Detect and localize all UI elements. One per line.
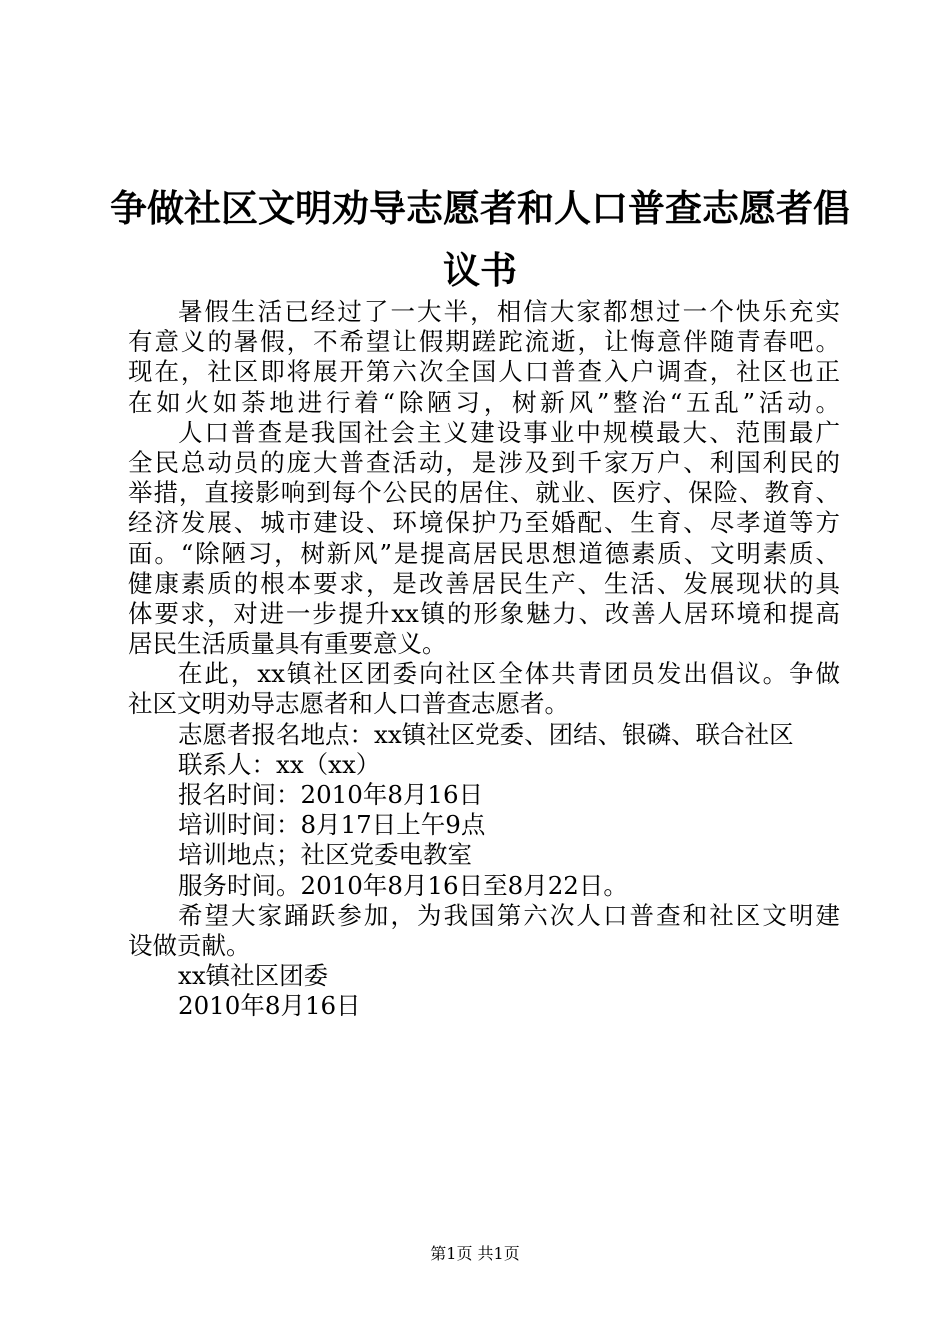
body-line: 经济发展、城市建设、环境保护乃至婚配、生育、尽孝道等方 xyxy=(128,508,840,538)
body-line: 培训地点；社区党委电教室 xyxy=(178,840,472,870)
body-line: 设做贡献。 xyxy=(128,930,251,960)
body-line: 联系人：xx（xx） xyxy=(178,749,381,779)
body-line: 报名时间：2010年8月16日 xyxy=(178,780,484,809)
body-line: 面。“除陋习，树新风”是提高居民思想道德素质、文明素质、 xyxy=(128,538,840,568)
page-footer: 第1页 共1页 xyxy=(430,1244,520,1263)
body-line: 暑假生活已经过了一大半，相信大家都想过一个快乐充实 xyxy=(178,297,840,326)
body-line: 在如火如荼地进行着“除陋习，树新风”整治“五乱”活动。 xyxy=(128,387,840,417)
document-title-line-2: 议书 xyxy=(443,249,517,292)
body-line: 人口普查是我国社会主义建设事业中规模最大、范围最广 xyxy=(178,417,840,447)
body-line: 培训时间：8月17日上午9点 xyxy=(178,810,486,840)
body-line: 居民生活质量具有重要意义。 xyxy=(128,629,447,659)
body-line: 健康素质的根本要求，是改善居民生产、生活、发展现状的具 xyxy=(128,568,840,598)
signature-date: 2010年8月16日 xyxy=(178,991,361,1021)
document-body xyxy=(128,297,840,1022)
body-line: 社区文明劝导志愿者和人口普查志愿者。 xyxy=(128,689,569,719)
body-line: 希望大家踊跃参加，为我国第六次人口普查和社区文明建 xyxy=(178,900,840,930)
body-line: 在此，xx镇社区团委向社区全体共青团员发出倡议。争做 xyxy=(178,659,840,689)
body-line: 现在，社区即将展开第六次全国人口普查入户调查，社区也正 xyxy=(128,357,840,387)
body-line: 服务时间。2010年8月16日至8月22日。 xyxy=(178,870,628,900)
document-title-line-1: 争做社区文明劝导志愿者和人口普查志愿者倡 xyxy=(110,187,850,230)
body-line: 全民总动员的庞大普查活动，是涉及到千家万户、利国利民的 xyxy=(128,447,840,477)
body-line: 有意义的暑假，不希望让假期蹉跎流逝，让悔意伴随青春吧。 xyxy=(128,327,840,357)
signature-organization: xx镇社区团委 xyxy=(178,961,329,991)
body-line: 体要求，对进一步提升xx镇的形象魅力、改善人居环境和提高 xyxy=(128,598,840,628)
body-line: 举措，直接影响到每个公民的居住、就业、医疗、保险、教育、 xyxy=(128,478,840,508)
body-line: 志愿者报名地点：xx镇社区党委、团结、银磷、联合社区 xyxy=(178,719,794,749)
